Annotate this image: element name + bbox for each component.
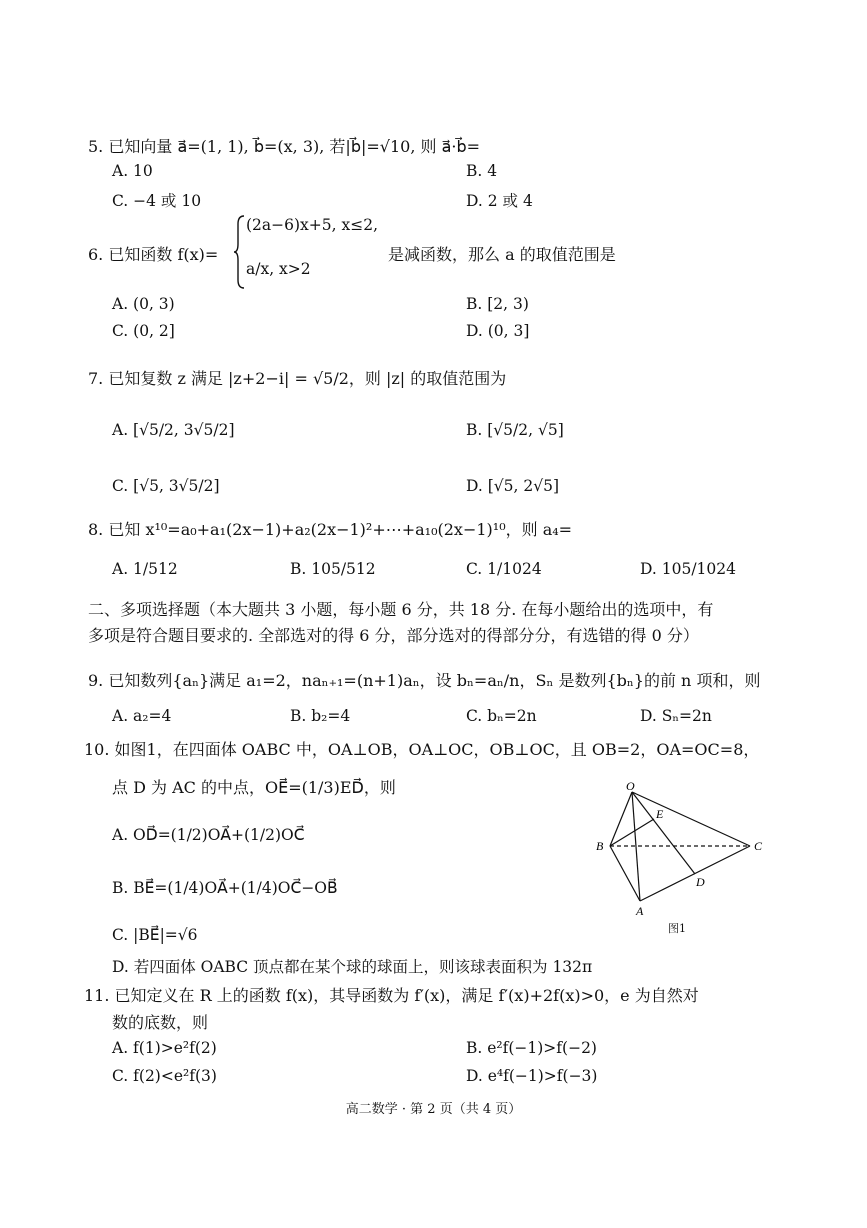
q5-option-b: B. 4: [466, 162, 498, 180]
q10-line-2: 点 D 为 AC 的中点，OE⃗=(1/3)ED⃗，则: [112, 778, 396, 797]
q6-case-2: a/x, x>2: [246, 260, 311, 278]
q6-option-d: D. (0, 3]: [466, 322, 530, 340]
section-2-line-2: 多项是符合题目要求的. 全部选对的得 6 分，部分选对的得部分分，有选错的得 0 分）: [88, 626, 699, 645]
q11-line-1: 11. 已知定义在 R 上的函数 f(x)，其导函数为 f′(x)，满足 f′(x)+2f(x)>0，e 为自然对: [84, 986, 699, 1005]
q6-piecewise-brace: [234, 214, 246, 290]
figure-label-d: D: [696, 875, 705, 889]
section-2-line-1: 二、多项选择题（本大题共 3 小题，每小题 6 分，共 18 分. 在每小题给出的选项中，有: [88, 600, 714, 619]
q5-option-a: A. 10: [112, 162, 153, 180]
q8-option-b: B. 105/512: [290, 560, 376, 578]
q7-option-b: B. [√5/2, √5]: [466, 421, 564, 439]
q5-option-c: C. −4 或 10: [112, 192, 202, 210]
q8-stem: 8. 已知 x¹⁰=a₀+a₁(2x−1)+a₂(2x−1)²+⋯+a₁₀(2x−1)¹⁰，则 a₄=: [88, 520, 573, 539]
q5-option-d: D. 2 或 4: [466, 192, 533, 210]
q11-line-2: 数的底数，则: [112, 1013, 209, 1032]
q9-option-a: A. a₂=4: [112, 707, 172, 725]
q7-option-a: A. [√5/2, 3√5/2]: [112, 421, 235, 439]
q10-option-b: B. BE⃗=(1/4)OA⃗+(1/4)OC⃗−OB⃗: [112, 879, 338, 897]
q11-option-d: D. e⁴f(−1)>f(−3): [466, 1067, 598, 1085]
q8-option-d: D. 105/1024: [640, 560, 736, 578]
q8-option-c: C. 1/1024: [466, 560, 542, 578]
q6-prefix: 6. 已知函数 f(x)=: [88, 245, 219, 264]
q10-option-c: C. |BE⃗|=√6: [112, 926, 198, 944]
q9-option-c: C. bₙ=2n: [466, 707, 537, 725]
q11-option-c: C. f(2)<e²f(3): [112, 1067, 217, 1085]
q9-option-d: D. Sₙ=2n: [640, 707, 712, 725]
q10-line-1: 10. 如图1，在四面体 OABC 中，OA⊥OB，OA⊥OC，OB⊥OC，且 OB=2，OA=OC=8，: [84, 740, 760, 759]
q11-option-b: B. e²f(−1)>f(−2): [466, 1039, 597, 1057]
figure-label-e: E: [656, 807, 664, 821]
q10-option-d: D. 若四面体 OABC 顶点都在某个球的球面上，则该球表面积为 132π: [112, 958, 593, 976]
figure-caption: 图1: [668, 922, 686, 935]
q6-option-b: B. [2, 3): [466, 295, 529, 313]
q7-stem: 7. 已知复数 z 满足 |z+2−i| = √5/2，则 |z| 的取值范围为: [88, 369, 507, 388]
q6-case-1: (2a−6)x+5, x≤2,: [246, 216, 379, 234]
figure-label-c: C: [754, 839, 763, 853]
q5-stem: 5. 已知向量 a⃗=(1, 1), b⃗=(x, 3), 若|b⃗|=√10, 则 a⃗·b⃗=: [88, 137, 481, 156]
q10-option-a: A. OD⃗=(1/2)OA⃗+(1/2)OC⃗: [112, 826, 305, 844]
figure-label-o: O: [626, 780, 635, 793]
q6-option-c: C. (0, 2]: [112, 322, 175, 340]
page-footer: 高二数学 · 第 2 页（共 4 页）: [345, 1102, 522, 1117]
q6-option-a: A. (0, 3): [112, 295, 175, 313]
figure-label-a: A: [636, 904, 644, 918]
figure-label-b: B: [596, 839, 604, 853]
q6-suffix: 是减函数，那么 a 的取值范围是: [388, 245, 616, 264]
q9-option-b: B. b₂=4: [290, 707, 351, 725]
q9-stem: 9. 已知数列{aₙ}满足 a₁=2，naₙ₊₁=(n+1)aₙ，设 bₙ=aₙ/n，Sₙ 是数列{bₙ}的前 n 项和，则: [88, 671, 761, 690]
tetrahedron-figure: [590, 780, 780, 940]
q7-option-d: D. [√5, 2√5]: [466, 477, 560, 495]
q8-option-a: A. 1/512: [112, 560, 178, 578]
q7-option-c: C. [√5, 3√5/2]: [112, 477, 220, 495]
q11-option-a: A. f(1)>e²f(2): [112, 1039, 217, 1057]
